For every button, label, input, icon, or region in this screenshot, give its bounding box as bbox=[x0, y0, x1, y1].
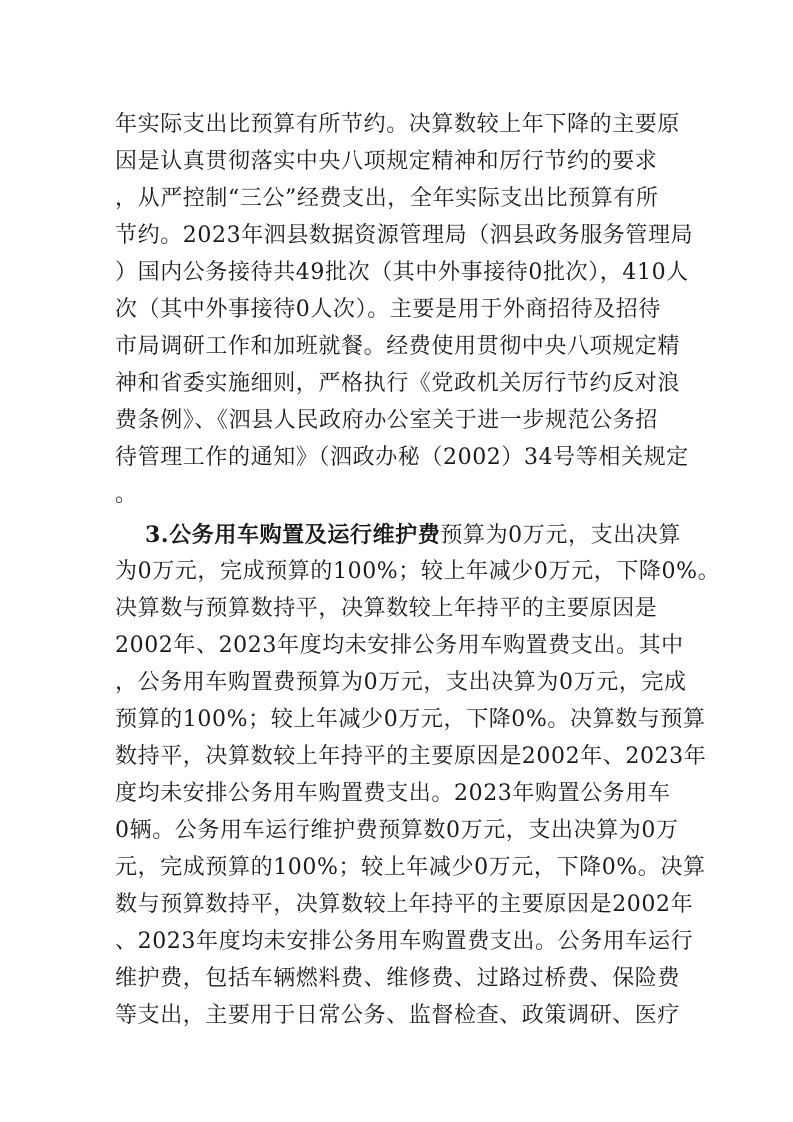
text-line: 年实际支出比预算有所节约。决算数较上年下降的主要原 bbox=[115, 112, 681, 137]
text-line: 为0万元，完成预算的100%；较上年减少0万元，下降0%。 bbox=[115, 559, 721, 584]
text-line: ，从严控制“三公”经费支出，全年实际支出比预算有所 bbox=[115, 186, 659, 211]
text-line: 元，完成预算的100%；较上年减少0万元，下降0%。决算 bbox=[115, 855, 706, 880]
text-line: 、2023年度均未安排公务用车购置费支出。公务用车运行 bbox=[115, 929, 694, 954]
text-line: 节约。2023年泗县数据资源管理局（泗县政务服务管理局 bbox=[115, 223, 694, 248]
text-line: 预算的100%；较上年减少0万元，下降0%。决算数与预算 bbox=[115, 707, 706, 732]
text-line: 神和省委实施细则，严格执行《党政机关厉行节约反对浪 bbox=[115, 371, 681, 396]
text-line: 。 bbox=[115, 482, 138, 507]
text-line: 费条例》、《泗县人民政府办公室关于进一步规范公务招 bbox=[115, 408, 659, 433]
text-line: 待管理工作的通知》（泗政办秘（2002）34号等相关规定 bbox=[115, 445, 689, 470]
text-line: 度均未安排公务用车购置费支出。2023年购置公务用车 bbox=[115, 781, 671, 806]
text-line: ，公务用车购置费预算为0万元，支出决算为0万元，完成 bbox=[115, 670, 687, 695]
text-line: 0辆。公务用车运行维护费预算数0万元，支出决算为0万 bbox=[115, 818, 679, 843]
text-line: 决算数与预算数持平，决算数较上年持平的主要原因是 bbox=[115, 596, 658, 621]
text-line: 次（其中外事接待0人次）。主要是用于外商招待及招待 bbox=[115, 297, 661, 322]
section-first-line bbox=[145, 517, 715, 553]
text-line: 2002年、2023年度均未安排公务用车购置费支出。其中 bbox=[115, 633, 684, 658]
text-line: 维护费，包括车辆燃料费、维修费、过路过桥费、保险费 bbox=[115, 966, 681, 991]
section-heading: 3.公务用车购置及运行维护费 bbox=[145, 522, 441, 548]
section-heading-rest: 预算为0万元，支出决算 bbox=[440, 523, 681, 548]
text-line: 数持平，决算数较上年持平的主要原因是2002年、2023年 bbox=[115, 744, 707, 769]
text-line: 数与预算数持平，决算数较上年持平的主要原因是2002年 bbox=[115, 892, 694, 917]
text-line: 因是认真贯彻落实中央八项规定精神和厉行节约的要求 bbox=[115, 149, 658, 174]
text-line: 市局调研工作和加班就餐。经费使用贯彻中央八项规定精 bbox=[115, 334, 681, 359]
text-line: ）国内公务接待共49批次（其中外事接待0批次），410人 bbox=[115, 260, 689, 285]
text-line: 等支出，主要用于日常公务、监督检查、政策调研、医疗 bbox=[115, 1003, 681, 1028]
